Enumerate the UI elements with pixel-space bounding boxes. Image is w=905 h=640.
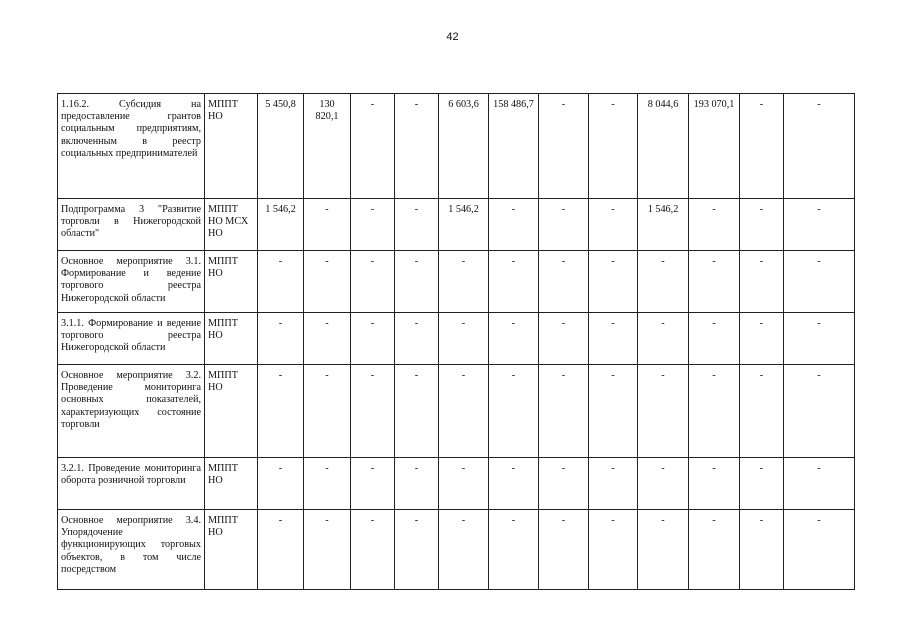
- value-cell: -: [539, 365, 589, 458]
- value-cell: -: [589, 365, 638, 458]
- value-cell: -: [351, 251, 395, 313]
- value-cell: -: [258, 251, 304, 313]
- value-cell: -: [638, 313, 689, 365]
- value-cell: -: [784, 458, 855, 510]
- executor-cell: МППТ НО: [205, 313, 258, 365]
- value-cell: -: [304, 458, 351, 510]
- value-cell: -: [395, 365, 439, 458]
- value-cell: 193 070,1: [689, 94, 740, 199]
- value-cell: -: [304, 313, 351, 365]
- value-cell: -: [740, 365, 784, 458]
- value-cell: 5 450,8: [258, 94, 304, 199]
- value-cell: -: [439, 365, 489, 458]
- value-cell: -: [539, 94, 589, 199]
- executor-cell: МППТ НО: [205, 458, 258, 510]
- value-cell: 6 603,6: [439, 94, 489, 199]
- value-cell: -: [351, 199, 395, 251]
- value-cell: -: [784, 199, 855, 251]
- value-cell: -: [395, 251, 439, 313]
- value-cell: 8 044,6: [638, 94, 689, 199]
- value-cell: -: [304, 510, 351, 590]
- value-cell: -: [689, 365, 740, 458]
- value-cell: -: [784, 251, 855, 313]
- value-cell: -: [589, 510, 638, 590]
- value-cell: -: [740, 510, 784, 590]
- budget-table: [57, 93, 855, 590]
- value-cell: -: [258, 365, 304, 458]
- value-cell: -: [395, 199, 439, 251]
- value-cell: -: [489, 251, 539, 313]
- value-cell: -: [539, 313, 589, 365]
- table-body: [58, 94, 855, 590]
- value-cell: 158 486,7: [489, 94, 539, 199]
- table-row: [58, 199, 855, 251]
- value-cell: -: [351, 510, 395, 590]
- value-cell: -: [740, 458, 784, 510]
- activity-name-cell: Основное мероприятие 3.2. Проведение мониторинга основных показателей, характеризующих состояние торговли: [58, 365, 205, 458]
- activity-name-cell: 1.16.2. Субсидия на предоставление грантов социальным предприятиям, включенным в реестр социальных предпринимателей: [58, 94, 205, 199]
- value-cell: -: [258, 313, 304, 365]
- value-cell: -: [304, 365, 351, 458]
- value-cell: -: [689, 510, 740, 590]
- value-cell: -: [784, 94, 855, 199]
- value-cell: -: [638, 365, 689, 458]
- executor-cell: МППТ НО: [205, 251, 258, 313]
- value-cell: -: [351, 458, 395, 510]
- value-cell: -: [539, 251, 589, 313]
- value-cell: -: [589, 313, 638, 365]
- value-cell: -: [439, 313, 489, 365]
- table-row: [58, 365, 855, 458]
- value-cell: -: [395, 510, 439, 590]
- table-row: [58, 313, 855, 365]
- value-cell: 1 546,2: [258, 199, 304, 251]
- value-cell: -: [740, 94, 784, 199]
- value-cell: -: [689, 313, 740, 365]
- value-cell: -: [351, 313, 395, 365]
- value-cell: -: [258, 458, 304, 510]
- table-row: [58, 458, 855, 510]
- value-cell: -: [395, 94, 439, 199]
- value-cell: -: [689, 199, 740, 251]
- value-cell: -: [489, 458, 539, 510]
- value-cell: -: [351, 94, 395, 199]
- value-cell: -: [638, 458, 689, 510]
- value-cell: -: [395, 458, 439, 510]
- value-cell: -: [489, 313, 539, 365]
- value-cell: -: [784, 365, 855, 458]
- value-cell: -: [589, 458, 638, 510]
- value-cell: -: [304, 199, 351, 251]
- value-cell: -: [740, 199, 784, 251]
- value-cell: -: [351, 365, 395, 458]
- activity-name-cell: Основное мероприятие 3.1. Формирование и ведение торгового реестра Нижегородской области: [58, 251, 205, 313]
- value-cell: -: [689, 458, 740, 510]
- value-cell: 130 820,1: [304, 94, 351, 199]
- value-cell: -: [740, 251, 784, 313]
- table-row: [58, 251, 855, 313]
- executor-cell: МППТ НО: [205, 94, 258, 199]
- value-cell: -: [439, 251, 489, 313]
- value-cell: -: [784, 510, 855, 590]
- value-cell: -: [539, 458, 589, 510]
- value-cell: -: [489, 199, 539, 251]
- value-cell: -: [539, 510, 589, 590]
- value-cell: -: [539, 199, 589, 251]
- value-cell: -: [740, 313, 784, 365]
- table-row: [58, 510, 855, 590]
- value-cell: 1 546,2: [638, 199, 689, 251]
- value-cell: -: [489, 510, 539, 590]
- page-number: 42: [446, 31, 459, 43]
- value-cell: -: [489, 365, 539, 458]
- value-cell: -: [689, 251, 740, 313]
- activity-name-cell: 3.2.1. Проведение мониторинга оборота розничной торговли: [58, 458, 205, 510]
- executor-cell: МППТ НО МСХ НО: [205, 199, 258, 251]
- value-cell: -: [395, 313, 439, 365]
- value-cell: -: [589, 199, 638, 251]
- value-cell: -: [439, 458, 489, 510]
- value-cell: -: [784, 313, 855, 365]
- value-cell: -: [589, 251, 638, 313]
- value-cell: -: [258, 510, 304, 590]
- value-cell: -: [439, 510, 489, 590]
- activity-name-cell: Подпрограмма 3 "Развитие торговли в Нижегородской области": [58, 199, 205, 251]
- value-cell: -: [638, 251, 689, 313]
- value-cell: -: [304, 251, 351, 313]
- executor-cell: МППТ НО: [205, 365, 258, 458]
- table-row: [58, 94, 855, 199]
- value-cell: -: [589, 94, 638, 199]
- executor-cell: МППТ НО: [205, 510, 258, 590]
- activity-name-cell: 3.1.1. Формирование и ведение торгового реестра Нижегородской области: [58, 313, 205, 365]
- activity-name-cell: Основное мероприятие 3.4. Упорядочение функционирующих торговых объектов, в том числе посредством: [58, 510, 205, 590]
- value-cell: -: [638, 510, 689, 590]
- value-cell: 1 546,2: [439, 199, 489, 251]
